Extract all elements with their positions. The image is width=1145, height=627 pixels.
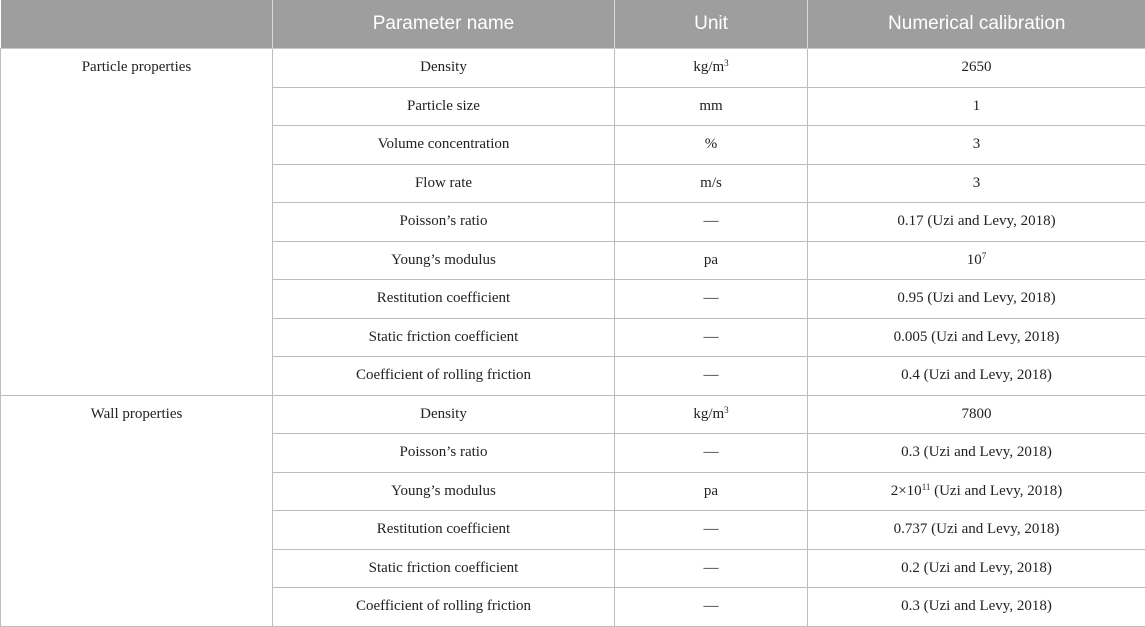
parameter-name-cell: Density xyxy=(273,395,615,434)
unit-superscript: 3 xyxy=(724,58,729,68)
unit-cell xyxy=(615,241,808,280)
parameter-name-cell: Coefficient of rolling friction xyxy=(273,357,615,396)
unit-text: — xyxy=(704,560,719,576)
parameter-name-cell: Restitution coefficient xyxy=(273,511,615,550)
calibration-reference-text: (Uzi and Levy, 2018) xyxy=(930,483,1062,499)
calibration-value-cell xyxy=(808,87,1145,126)
unit-text: kg/m xyxy=(693,406,724,422)
header-group-column xyxy=(1,0,273,49)
parameter-name-cell: Young’s modulus xyxy=(273,241,615,280)
parameter-name-cell: Density xyxy=(273,49,615,88)
parameter-name-cell: Volume concentration xyxy=(273,126,615,165)
parameter-name-cell: Poisson’s ratio xyxy=(273,203,615,242)
calibration-value-cell xyxy=(808,549,1145,588)
calibration-value-cell xyxy=(808,395,1145,434)
calibration-value-text: 3 xyxy=(973,175,981,191)
calibration-value-cell xyxy=(808,280,1145,319)
unit-text: mm xyxy=(699,98,722,114)
parameter-name-cell: Poisson’s ratio xyxy=(273,434,615,473)
unit-text: — xyxy=(704,290,719,306)
calibration-value-text: 0.4 (Uzi and Levy, 2018) xyxy=(901,367,1052,383)
calibration-value-cell xyxy=(808,241,1145,280)
header-row xyxy=(1,0,1145,49)
calibration-value-text: 0.3 (Uzi and Levy, 2018) xyxy=(901,598,1052,614)
calibration-value-text: 2650 xyxy=(962,59,992,75)
calibration-value-cell xyxy=(808,203,1145,242)
unit-text: — xyxy=(704,444,719,460)
calibration-value-text: 0.737 (Uzi and Levy, 2018) xyxy=(894,521,1060,537)
unit-cell xyxy=(615,280,808,319)
parameter-name-cell: Young’s modulus xyxy=(273,472,615,511)
table-header xyxy=(1,0,1145,49)
table-row xyxy=(1,395,1145,434)
table-body xyxy=(1,49,1145,627)
unit-text: — xyxy=(704,598,719,614)
group-label: Particle properties xyxy=(1,49,273,396)
unit-cell xyxy=(615,203,808,242)
calibration-value-cell xyxy=(808,588,1145,627)
unit-cell xyxy=(615,164,808,203)
calibration-value-cell xyxy=(808,164,1145,203)
unit-text: kg/m xyxy=(693,59,724,75)
unit-cell xyxy=(615,395,808,434)
unit-text: — xyxy=(704,521,719,537)
unit-cell xyxy=(615,87,808,126)
calibration-value-text: 0.17 (Uzi and Levy, 2018) xyxy=(897,213,1055,229)
header-unit: Unit xyxy=(615,0,808,49)
unit-text: m/s xyxy=(700,175,722,191)
calibration-value-text: 10 xyxy=(967,252,982,268)
calibration-value-text: 0.95 (Uzi and Levy, 2018) xyxy=(897,290,1055,306)
calibration-value-text: 0.2 (Uzi and Levy, 2018) xyxy=(901,560,1052,576)
unit-cell xyxy=(615,318,808,357)
unit-text: % xyxy=(705,136,718,152)
unit-text: pa xyxy=(704,252,718,268)
parameter-name-cell: Static friction coefficient xyxy=(273,549,615,588)
calibration-value-cell xyxy=(808,511,1145,550)
unit-cell xyxy=(615,49,808,88)
parameter-name-cell: Coefficient of rolling friction xyxy=(273,588,615,627)
calibration-value-cell xyxy=(808,434,1145,473)
parameter-name-cell: Particle size xyxy=(273,87,615,126)
parameter-name-cell: Restitution coefficient xyxy=(273,280,615,319)
calibration-value-text: 0.005 (Uzi and Levy, 2018) xyxy=(894,329,1060,345)
calibration-value-text: 3 xyxy=(973,136,981,152)
unit-cell xyxy=(615,549,808,588)
calibration-value-text: 7800 xyxy=(962,406,992,422)
group-label: Wall properties xyxy=(1,395,273,626)
unit-cell xyxy=(615,357,808,396)
unit-cell xyxy=(615,511,808,550)
header-numerical-calibration: Numerical calibration xyxy=(808,0,1145,49)
calibration-value-cell xyxy=(808,318,1145,357)
unit-text: — xyxy=(704,367,719,383)
unit-superscript: 3 xyxy=(724,405,729,415)
calibration-value-text: 2×10 xyxy=(891,483,922,499)
unit-text: — xyxy=(704,329,719,345)
calibration-value-cell xyxy=(808,126,1145,165)
calibration-value-cell xyxy=(808,472,1145,511)
calibration-value-text: 0.3 (Uzi and Levy, 2018) xyxy=(901,444,1052,460)
parameter-name-cell: Flow rate xyxy=(273,164,615,203)
calibration-exponent: 7 xyxy=(982,251,987,261)
parameter-name-cell: Static friction coefficient xyxy=(273,318,615,357)
unit-cell xyxy=(615,434,808,473)
unit-text: — xyxy=(704,213,719,229)
calibration-value-text: 1 xyxy=(973,98,981,114)
header-parameter-name: Parameter name xyxy=(273,0,615,49)
calibration-value-cell xyxy=(808,49,1145,88)
unit-cell xyxy=(615,126,808,165)
calibration-exponent: 11 xyxy=(922,482,931,492)
table-row xyxy=(1,49,1145,88)
unit-cell xyxy=(615,588,808,627)
unit-cell xyxy=(615,472,808,511)
unit-text: pa xyxy=(704,483,718,499)
calibration-value-cell xyxy=(808,357,1145,396)
